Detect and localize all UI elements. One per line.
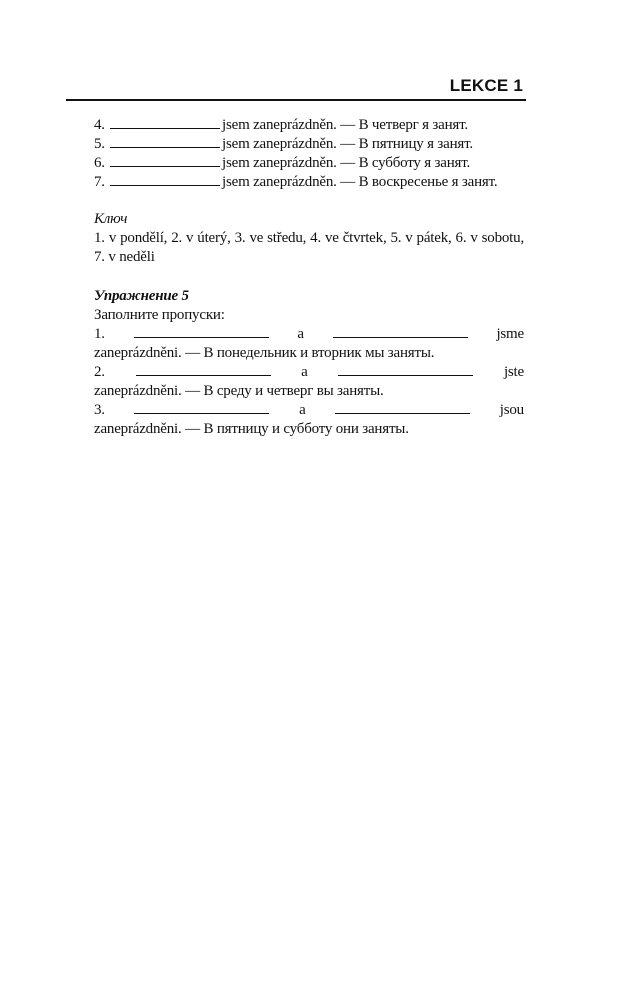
fill-blank [110,154,220,167]
item-number: 2. [94,364,105,380]
exercise5-item-first-line [94,363,524,382]
item-conjunction: a [297,326,304,342]
exercise-line [94,154,524,173]
line-number: 5. [94,136,105,152]
fill-blank [333,325,468,338]
line-number: 6. [94,155,105,171]
fill-blank [136,363,271,376]
item-number: 3. [94,402,105,418]
line-text: jsem zaneprázdněn. — В воскресенье я занят. [222,174,498,190]
fill-blank [338,363,473,376]
exercise-line [94,116,524,135]
key-title: Ключ [94,211,128,227]
exercise5-item-first-line [94,401,524,420]
exercise5-instruction: Заполните пропуски: [94,307,225,323]
fill-blank [110,135,220,148]
exercise5-title: Упражнение 5 [94,288,189,304]
fill-blank [134,401,269,414]
line-number: 7. [94,174,105,190]
item-verb: jsme [496,326,524,342]
exercise5-item-second-line: zaneprázdněni. — В понедельник и вторник мы заняты. [94,345,435,361]
line-text: jsem zaneprázdněn. — В пятницу я занят. [222,136,473,152]
line-text: jsem zaneprázdněn. — В четверг я занят. [222,117,468,133]
exercise5-item-second-line: zaneprázdněni. — В среду и четверг вы заняты. [94,383,384,399]
line-number: 4. [94,117,105,133]
page-content [94,116,524,439]
page-header-title: LEKCE 1 [449,76,523,95]
exercise-line [94,135,524,154]
item-conjunction: a [301,364,308,380]
item-conjunction: a [299,402,306,418]
line-text: jsem zaneprázdněn. — В субботу я занят. [222,155,470,171]
key-text: 1. v pondělí, 2. v úterý, 3. ve středu, 4. ve čtvrtek, 5. v pátek, 6. v sobotu, 7. v neděli [94,230,524,265]
fill-blank [110,116,220,129]
exercise5-item [94,325,524,363]
exercise5-item-first-line [94,325,524,344]
fill-blank [134,325,269,338]
exercise-line [94,173,524,192]
fill-blank [110,173,220,186]
header-divider [66,99,526,101]
exercise5-item [94,363,524,401]
item-verb: jste [503,364,524,380]
item-number: 1. [94,326,105,342]
item-verb: jsou [499,402,524,418]
exercise5-item [94,401,524,439]
exercise5-item-second-line: zaneprázdněni. — В пятницу и субботу они заняты. [94,421,409,437]
fill-blank [335,401,470,414]
